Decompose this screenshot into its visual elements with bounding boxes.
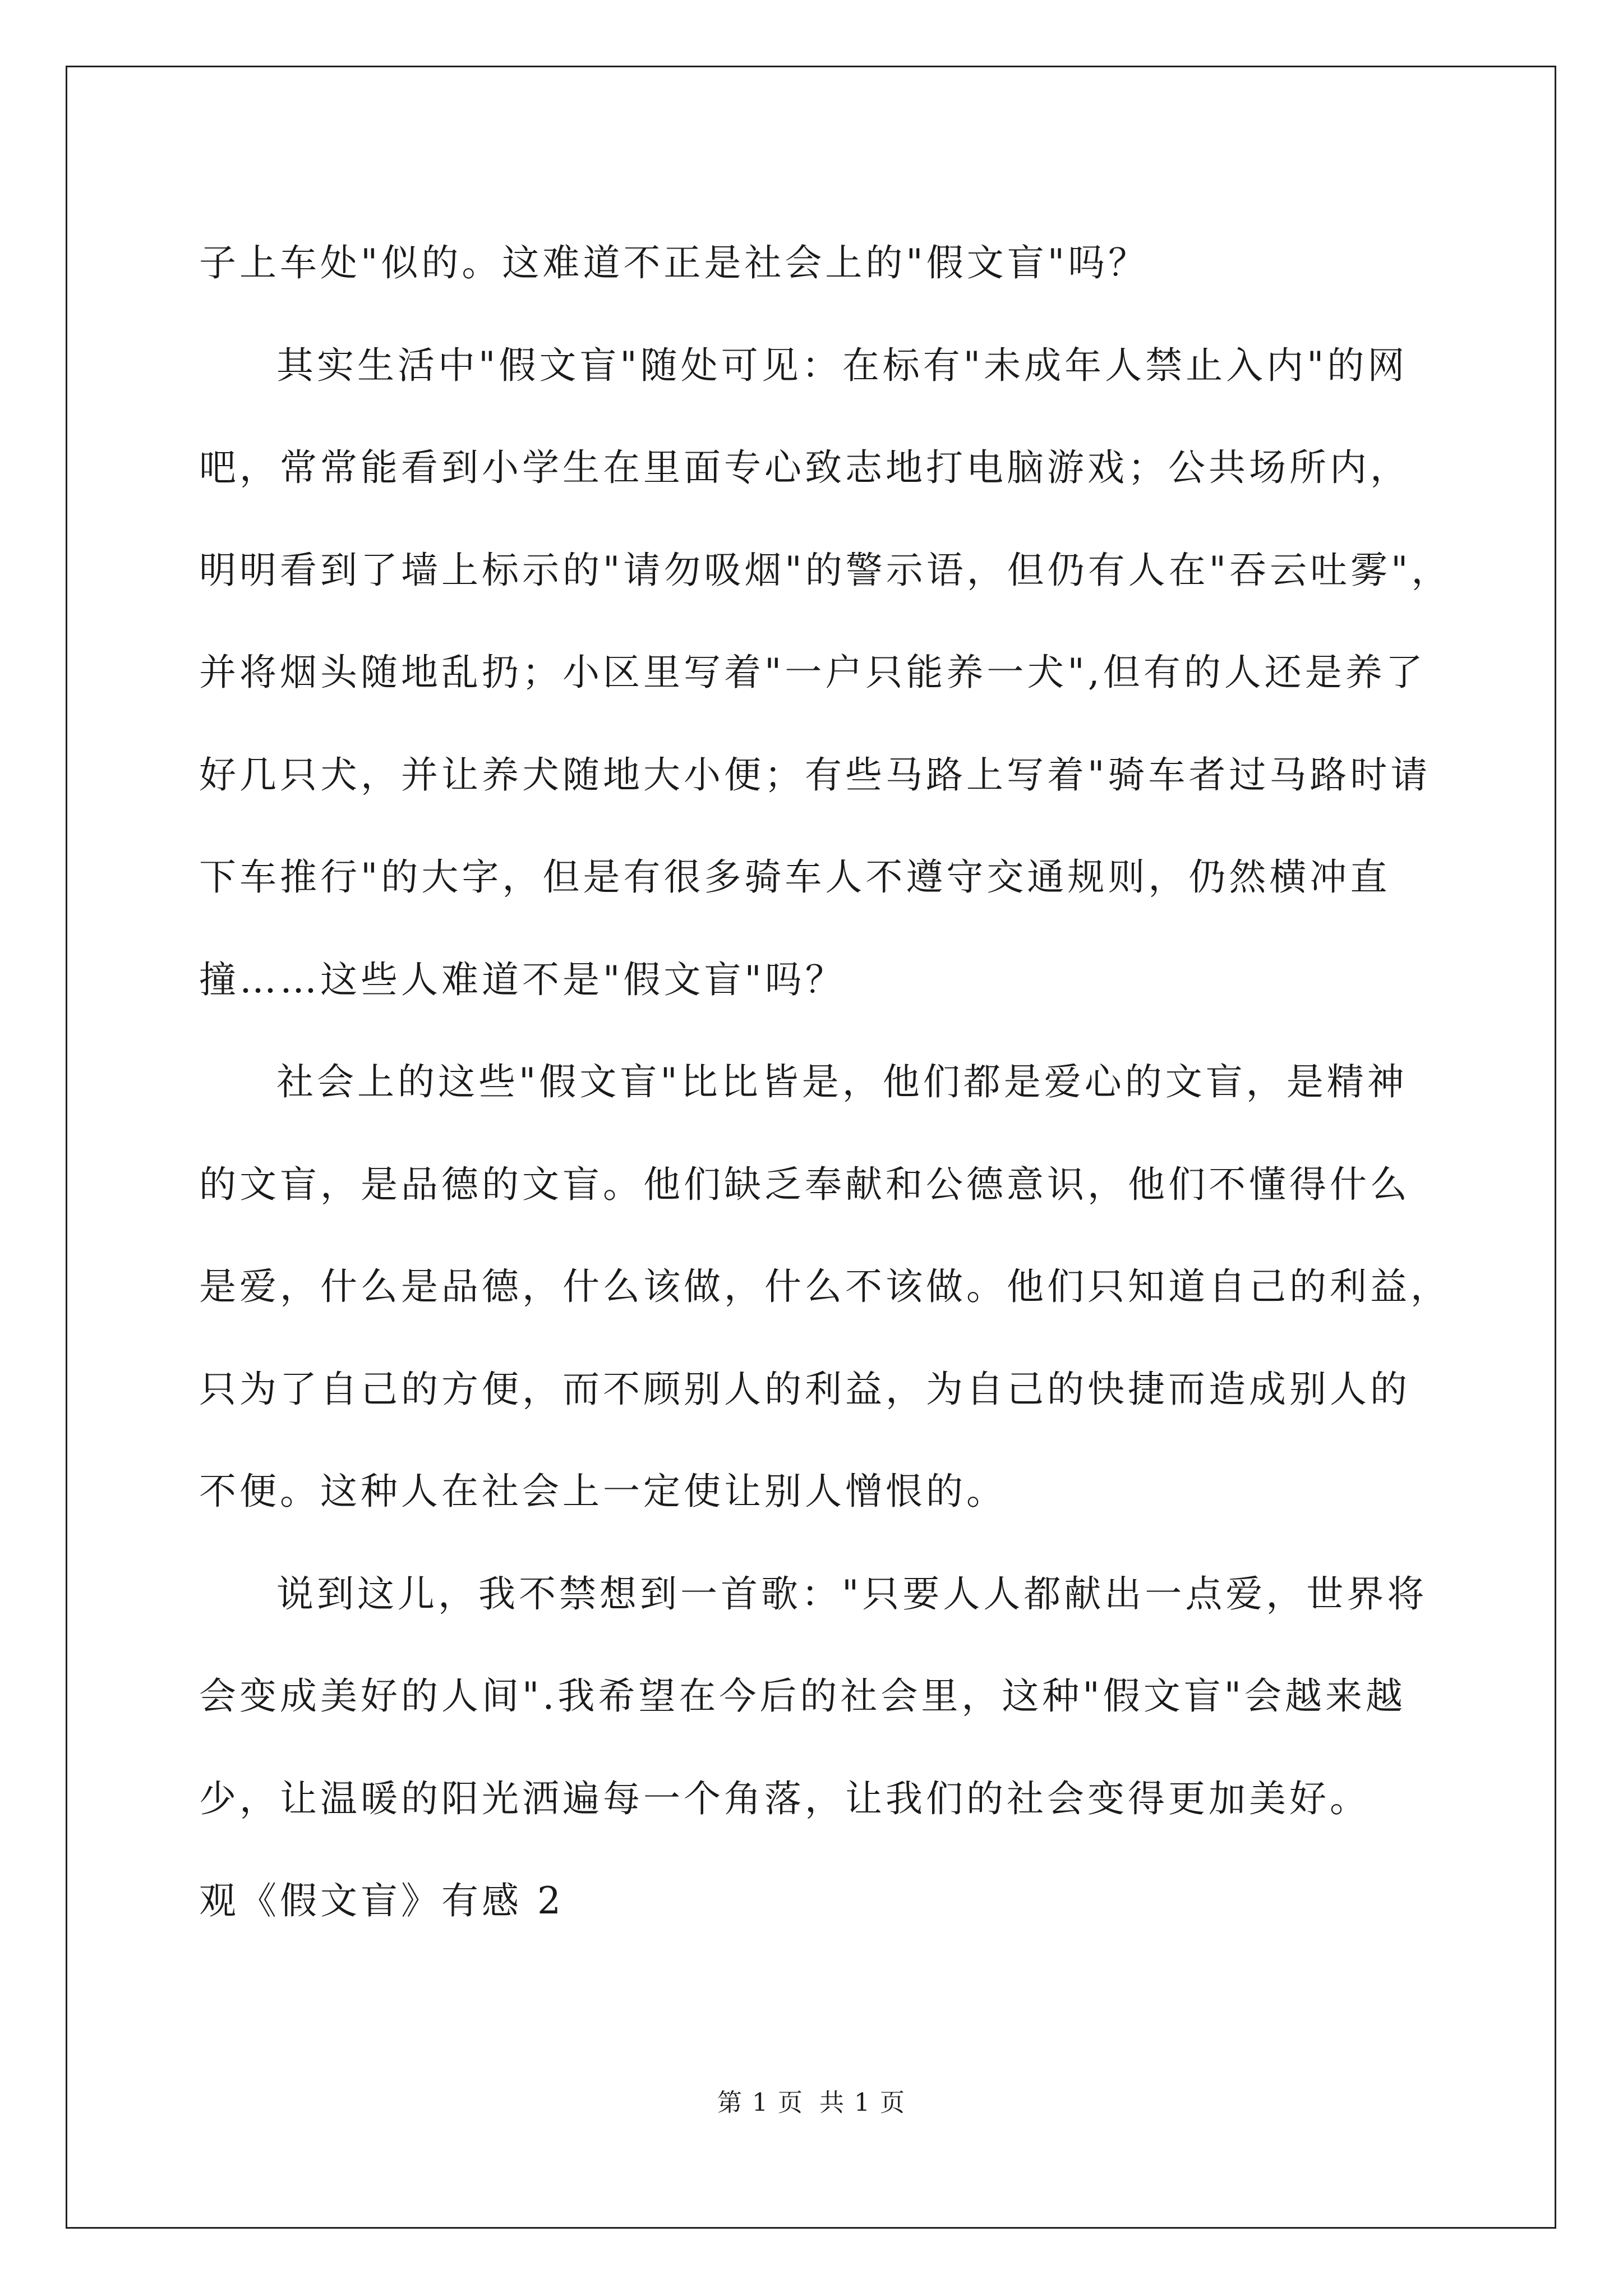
paragraph-line: 不便。这种人在社会上一定使让别人憎恨的。 [199,1470,1007,1513]
paragraph-line: 的文盲，是品德的文盲。他们缺乏奉献和公德意识，他们不懂得什么 [199,1162,1410,1206]
paragraph-line: 会变成美好的人间".我希望在今后的社会里，这种"假文盲"会越来越 [199,1674,1407,1718]
paragraph-line: 社会上的这些"假文盲"比比皆是，他们都是爱心的文盲，是精神 [276,1060,1408,1103]
paragraph-line: 明明看到了墙上标示的"请勿吸烟"的警示语，但仍有人在"吞云吐雾"， [199,548,1452,592]
paragraph-line: 是爱，什么是品德，什么该做，什么不该做。他们只知道自己的利益， [199,1265,1451,1308]
essay-body [199,212,1452,1953]
paragraph-line: 撞……这些人难道不是"假文盲"吗？ [199,958,846,1001]
paragraph-line: 下车推行"的大字，但是有很多骑车人不遵守交通规则，仍然横冲直 [199,855,1391,899]
page-count: 共 1 页 [819,2088,906,2117]
paragraph-line: 只为了自己的方便，而不顾别人的利益，为自己的快捷而造成别人的 [199,1367,1410,1411]
paragraph-line: 吧，常常能看到小学生在里面专心致志地打电脑游戏；公共场所内， [199,446,1410,489]
paragraph-line: 并将烟头随地乱扔；小区里写着"一户只能养一犬",但有的人还是养了 [199,651,1426,694]
paragraph-line: 好几只犬，并让养犬随地大小便；有些马路上写着"骑车者过马路时请 [199,753,1431,797]
page-number: 第 1 页 [717,2088,804,2117]
paragraph-line: 子上车处"似的。这难道不正是社会上的"假文盲"吗？ [199,241,1149,284]
paragraph-line: 少，让温暖的阳光洒遍每一个角落，让我们的社会变得更加美好。 [199,1777,1370,1820]
paragraph-line: 其实生活中"假文盲"随处可见：在标有"未成年人禁止入内"的网 [276,343,1408,387]
section-title: 观《假文盲》有感 2 [199,1879,564,1922]
paragraph-line: 说到这儿，我不禁想到一首歌："只要人人都献出一点爱，世界将 [276,1572,1428,1616]
page-footer [0,2082,1623,2118]
